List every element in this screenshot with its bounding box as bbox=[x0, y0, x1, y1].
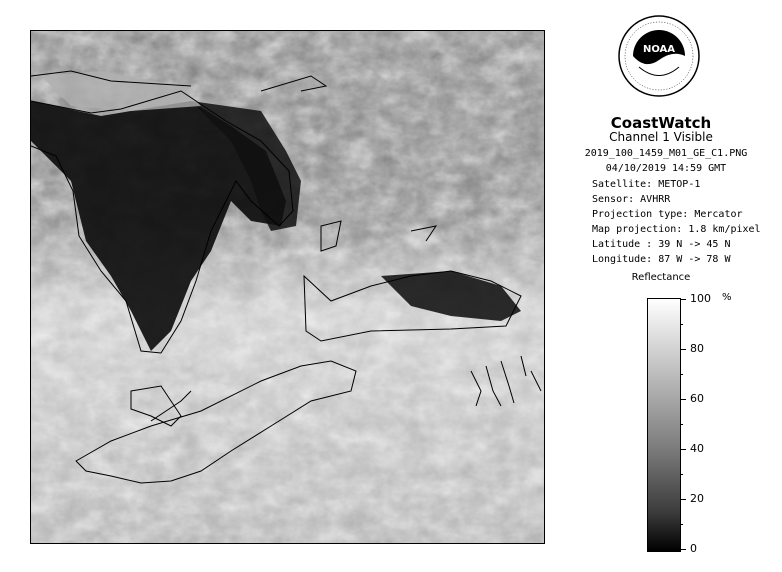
colorbar-minor-tick bbox=[680, 474, 683, 475]
colorbar-tick bbox=[680, 499, 686, 500]
app-title: CoastWatch bbox=[610, 114, 712, 132]
colorbar-label-80: 80 bbox=[690, 342, 704, 355]
image-datetime: 04/10/2019 14:59 GMT bbox=[605, 163, 727, 174]
meta-map-projection: Map projection: 1.8 km/pixel bbox=[592, 224, 761, 235]
channel-subtitle: Channel 1 Visible bbox=[609, 130, 713, 144]
colorbar-label-60: 60 bbox=[690, 392, 704, 405]
colorbar-minor-tick bbox=[680, 324, 683, 325]
image-filename: 2019_100_1459_M01_GE_C1.PNG bbox=[584, 148, 748, 159]
meta-satellite: Satellite: METOP-1 bbox=[592, 179, 701, 190]
colorbar-label-20: 20 bbox=[690, 492, 704, 505]
colorbar-tick bbox=[680, 399, 686, 400]
meta-longitude: Longitude: 87 W -> 78 W bbox=[592, 254, 731, 265]
colorbar-minor-tick bbox=[680, 524, 683, 525]
colorbar-label-40: 40 bbox=[690, 442, 704, 455]
colorbar-tick bbox=[680, 299, 686, 300]
colorbar-tick bbox=[680, 549, 686, 550]
reflectance-colorbar bbox=[647, 298, 681, 552]
colorbar-unit: % bbox=[722, 292, 732, 303]
colorbar-label-100: 100 bbox=[690, 292, 711, 305]
satellite-image bbox=[30, 30, 545, 544]
colorbar-tick bbox=[680, 449, 686, 450]
noaa-logo bbox=[617, 12, 701, 108]
colorbar-minor-tick bbox=[680, 424, 683, 425]
noaa-logo-text: NOAA bbox=[642, 44, 676, 55]
meta-projection-type: Projection type: Mercator bbox=[592, 209, 743, 220]
meta-latitude: Latitude : 39 N -> 45 N bbox=[592, 239, 731, 250]
colorbar-tick bbox=[680, 349, 686, 350]
meta-sensor: Sensor: AVHRR bbox=[592, 194, 671, 205]
colorbar-minor-tick bbox=[680, 374, 683, 375]
colorbar-label-0: 0 bbox=[690, 542, 697, 555]
colorbar-title: Reflectance bbox=[631, 272, 691, 283]
